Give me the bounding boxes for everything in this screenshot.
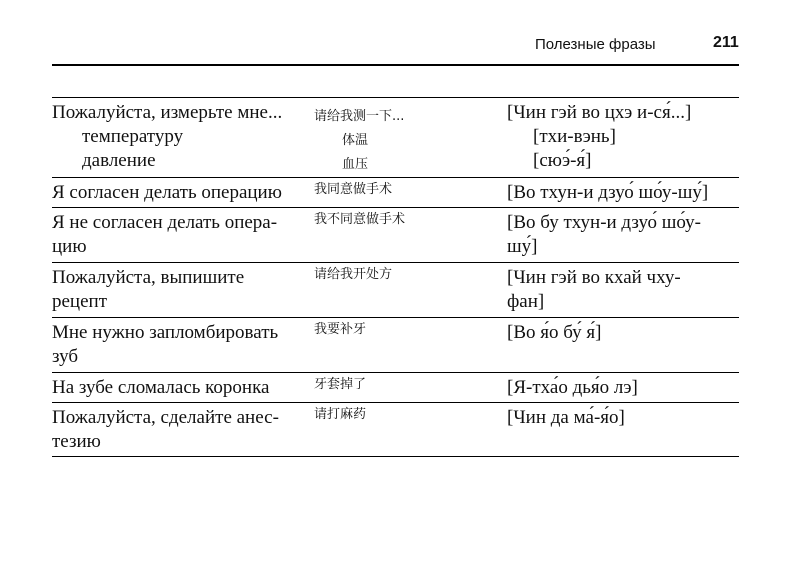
russian-phrase-line: рецепт (52, 291, 108, 312)
russian-phrase-line: цию (52, 236, 87, 257)
russian-phrase-line: Я согласен делать операцию (52, 182, 282, 203)
chinese-phrase-cell (314, 98, 494, 177)
transcription-cell (507, 263, 739, 314)
table-row (52, 97, 739, 178)
chinese-phrase-line: 请打麻药 (314, 407, 367, 422)
table-row (52, 177, 739, 208)
table-row (52, 262, 739, 318)
chinese-phrase-line: 我要补牙 (314, 322, 367, 337)
transcription-line: [Чин да ма́-я́о] (507, 407, 625, 428)
russian-phrase-cell (52, 208, 302, 259)
table-row (52, 372, 739, 403)
russian-phrase-cell (52, 373, 302, 400)
russian-phrase-line: Пожалуйста, выпишите (52, 267, 245, 288)
russian-phrase-cell (52, 98, 302, 173)
transcription-line: [Во я́о бу́ я́] (507, 322, 602, 343)
chinese-phrase-cell (314, 208, 494, 232)
russian-phrase-cell (52, 318, 302, 369)
transcription-line: фан] (507, 291, 545, 312)
transcription-line: [тхи-вэнь] (533, 126, 616, 147)
table-row (52, 317, 739, 373)
russian-phrase-line: На зубе сломалась коронка (52, 377, 270, 398)
russian-phrase-line: Пожалуйста, сделайте анес- (52, 407, 279, 428)
transcription-line: [Чин гэй во цхэ и-ся́...] (507, 102, 692, 123)
running-head-title: Полезные фразы (535, 36, 656, 53)
chinese-phrase-line: 血压 (342, 157, 369, 172)
russian-phrase-line: тезию (52, 431, 101, 452)
transcription-line: [Во бу тхун-и дзуо́ шо́у- (507, 212, 701, 233)
transcription-cell (507, 98, 739, 173)
russian-phrase-line: температуру (82, 126, 184, 147)
chinese-phrase-line: 我同意做手术 (314, 182, 393, 197)
table-row (52, 207, 739, 263)
chinese-phrase-line: 体温 (342, 133, 369, 148)
transcription-cell (507, 178, 739, 205)
transcription-line: [Я-тха́о дья́о лэ] (507, 377, 638, 398)
transcription-cell (507, 318, 739, 345)
russian-phrase-line: Я не согласен делать опера- (52, 212, 278, 233)
chinese-phrase-cell (314, 178, 494, 202)
chinese-phrase-cell (314, 318, 494, 342)
header-rule (52, 64, 739, 66)
chinese-phrase-line: 我不同意做手术 (314, 212, 406, 227)
chinese-phrase-cell (314, 403, 494, 427)
russian-phrase-cell (52, 263, 302, 314)
chinese-phrase-line: 牙套掉了 (314, 377, 367, 392)
chinese-phrase-cell (314, 373, 494, 397)
transcription-cell (507, 403, 739, 430)
russian-phrase-line: Пожалуйста, измерьте мне... (52, 102, 283, 123)
transcription-line: [сюэ́-я́] (533, 150, 592, 171)
chinese-phrase-line: 请给我开处方 (314, 267, 393, 282)
page-number: 211 (713, 34, 739, 51)
table-row (52, 402, 739, 457)
russian-phrase-line: давление (82, 150, 156, 171)
transcription-line: [Во тхун-и дзуо́ шо́у-шу́] (507, 182, 709, 203)
transcription-cell (507, 373, 739, 400)
russian-phrase-line: Мне нужно запломбировать (52, 322, 279, 343)
chinese-phrase-line: 请给我测一下... (314, 109, 405, 124)
transcription-line: шу́] (507, 236, 538, 257)
transcription-line: [Чин гэй во кхай чху- (507, 267, 681, 288)
russian-phrase-cell (52, 403, 302, 454)
russian-phrase-cell (52, 178, 302, 205)
russian-phrase-line: зуб (52, 346, 79, 367)
chinese-phrase-cell (314, 263, 494, 287)
transcription-cell (507, 208, 739, 259)
